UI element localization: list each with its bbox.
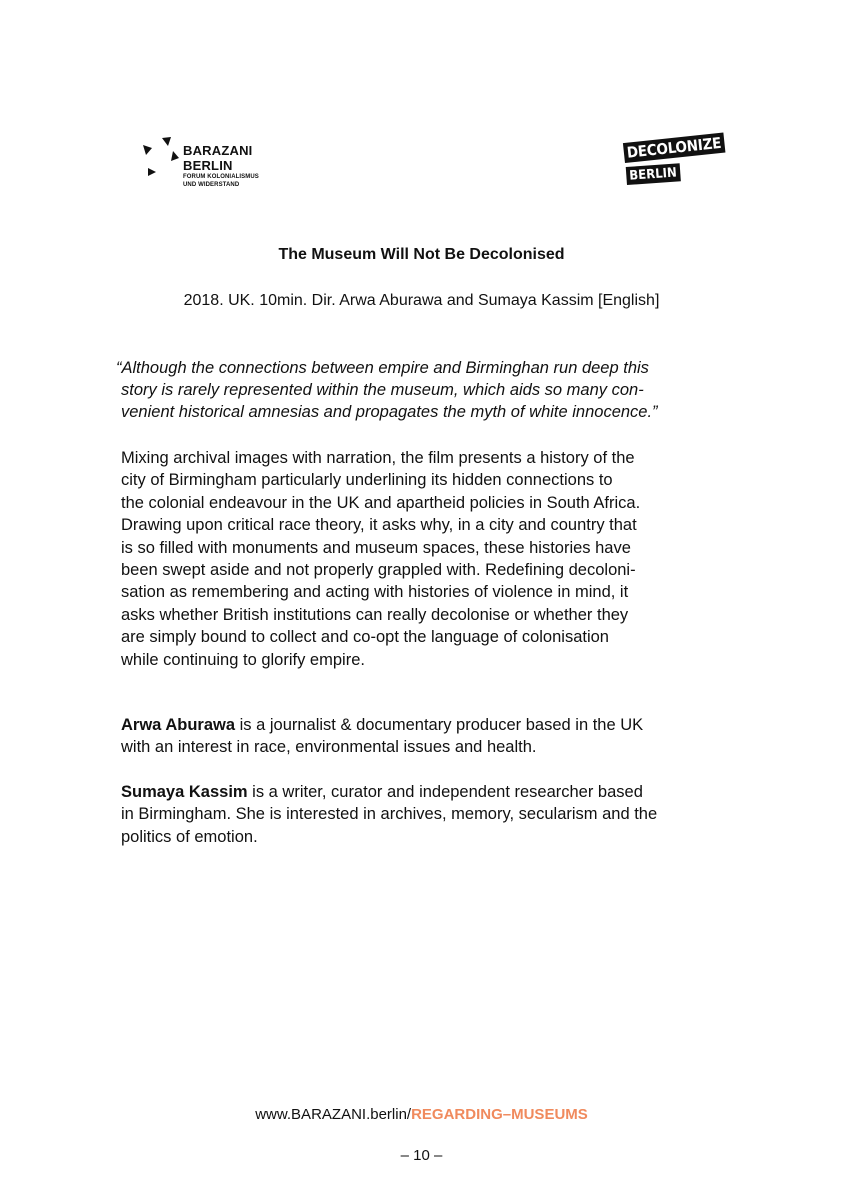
film-title: The Museum Will Not Be Decolonised bbox=[278, 246, 565, 263]
footer-url-link[interactable] bbox=[0, 1106, 843, 1123]
description-line: while continuing to glorify empire. bbox=[121, 650, 365, 669]
description-line: sation as remembering and acting with histories of violence in mind, it bbox=[121, 583, 629, 602]
description-line: Drawing upon critical race theory, it asks why, in a city and country that bbox=[121, 516, 637, 535]
logo-left-line2: BERLIN bbox=[183, 158, 233, 173]
quote-line: story is rarely represented within the museum, which aids so many con- bbox=[121, 381, 644, 399]
page-number: – 10 – bbox=[400, 1147, 443, 1164]
barazani-berlin-logo bbox=[140, 136, 290, 196]
description-line: been swept aside and not properly grappled with. Redefining decoloni- bbox=[121, 561, 636, 580]
barazani-logo-mark-icon bbox=[140, 136, 180, 182]
decolonize-berlin-logo bbox=[625, 133, 723, 193]
bio-sumaya-kassim bbox=[121, 781, 657, 848]
bio1-name: Arwa Aburawa bbox=[121, 716, 236, 734]
footer-url-prefix: www.BARAZANI.berlin/ bbox=[255, 1106, 412, 1123]
film-meta: 2018. UK. 10min. Dir. Arwa Aburawa and Sumaya Kassim [English] bbox=[183, 292, 660, 309]
quote-line: “Although the connections between empire and Birminghan run deep this bbox=[116, 359, 649, 377]
description-line: is so filled with monuments and museum spaces, these histories have bbox=[121, 538, 631, 557]
description-line: asks whether British institutions can really decolonise or whether they bbox=[121, 605, 629, 624]
logo-left-line4: UND WIDERSTAND bbox=[183, 182, 240, 188]
logo-left-line3: FORUM KOLONIALISMUS bbox=[183, 174, 259, 180]
logo-left-line1: BARAZANI bbox=[183, 143, 253, 158]
bio1-line1: is a journalist & documentary producer based in the UK bbox=[235, 716, 644, 734]
bio-arwa-aburawa bbox=[121, 714, 643, 759]
bio2-line1: is a writer, curator and independent researcher based bbox=[247, 783, 643, 801]
footer-url-accent: REGARDING–MUSEUMS bbox=[411, 1106, 588, 1123]
logo-right-line1: DECOLONIZE bbox=[623, 133, 725, 163]
bio2-line3: politics of emotion. bbox=[121, 827, 258, 846]
description-line: Mixing archival images with narration, the film presents a history of the bbox=[121, 449, 635, 467]
description-line: city of Birmingham particularly underlining its hidden connections to bbox=[121, 471, 613, 490]
description-paragraph bbox=[121, 447, 741, 671]
bio2-line2: in Birmingham. She is interested in archives, memory, secularism and the bbox=[121, 805, 658, 824]
bio2-name: Sumaya Kassim bbox=[121, 783, 248, 801]
logo-right-line2: BERLIN bbox=[626, 163, 681, 185]
description-line: are simply bound to collect and co-opt the language of colonisation bbox=[121, 628, 609, 647]
bio1-line2: with an interest in race, environmental issues and health. bbox=[121, 738, 537, 757]
quote-line: venient historical amnesias and propagates the myth of white innocence.” bbox=[121, 403, 658, 421]
quote-block bbox=[116, 357, 736, 423]
description-line: the colonial endeavour in the UK and apartheid policies in South Africa. bbox=[121, 493, 641, 512]
